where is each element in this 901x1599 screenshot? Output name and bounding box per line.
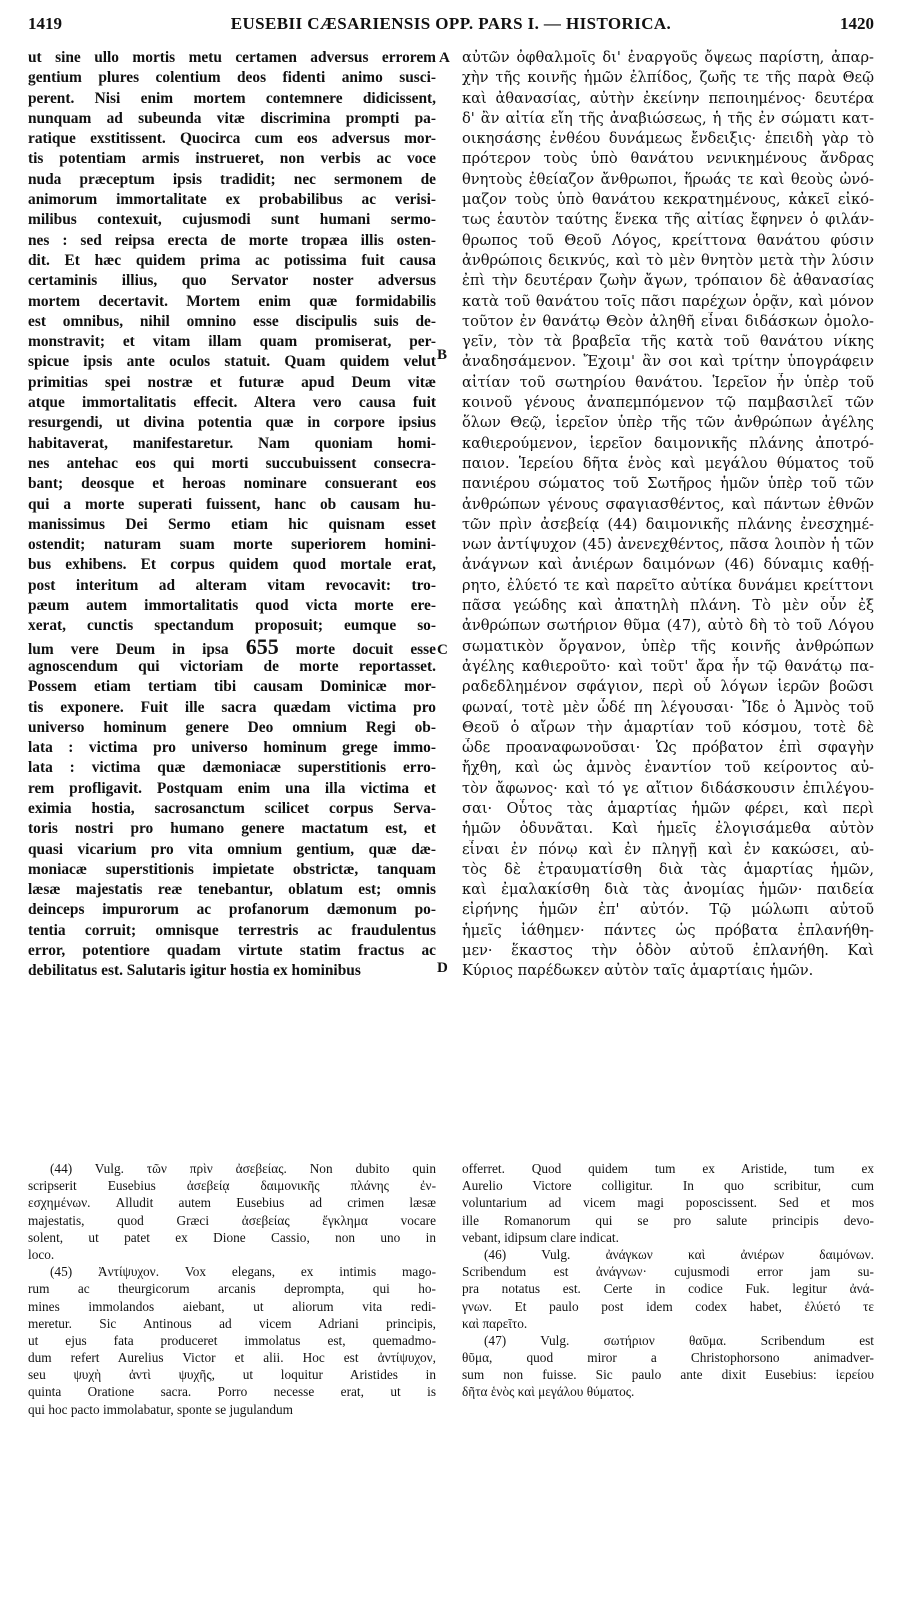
latin-text-line: qui a morte superati fuissent, hanc ob causam hu- — [28, 495, 436, 513]
column-number: 655 — [245, 636, 279, 657]
greek-text-line: αἰτίαν τοῦ σωτηρίου θανάτου. Ἱερεῖον ἦν ὑπὲρ τοῦ — [462, 373, 874, 391]
page-number-left: 1419 — [28, 14, 62, 33]
footnote-line: quinta Oratione sacra. Porro necesse erat, ut is — [28, 1384, 436, 1400]
footnote-line: pra notatus est. Certe in codice Fuk. legitur ἀνά- — [462, 1281, 874, 1297]
latin-text-line: primitias spei nostræ et futuræ apud Deum vitæ — [28, 373, 436, 391]
greek-text-line: τως ἑαυτὸν ταύτης ἕνεκα τῆς αἰτίας ἔφηνεν ὁ φιλάν- — [462, 211, 874, 229]
latin-text-line: xerat, cunctis spectandum proposuit; eumque so- — [28, 617, 436, 635]
footnote-line: mines immolandos aiebant, ut aliorum vita redi- — [28, 1298, 436, 1314]
latin-text-line: nuda præceptum ipsis tradidit; nec sermonem de — [28, 170, 436, 188]
latin-text-line: deinceps impurorum ac profanorum dæmonum po- — [28, 901, 436, 919]
footnote-line: Scribendum est ἀνάγνων· cujusmodi error jam su- — [462, 1264, 874, 1280]
latin-text-line: moniacæ superstitionis impietate obstrictæ, tanquam — [28, 860, 436, 878]
footnote-line: ut ejus fata produceret immolatus est, quemadmo- — [28, 1332, 436, 1348]
latin-text-line: universo hominum genere Deo omnium Regi ob- — [28, 718, 436, 736]
latin-text-line: tis exponere. Fuit ille sacra quædam victima pro — [28, 698, 436, 716]
footnote-line: offerret. Quod quidem tum ex Aristide, tum ex — [462, 1161, 874, 1176]
margin-marker-c: C — [437, 642, 448, 658]
footnote-line: dum refert Aurelius Victor et alii. Hoc est ἀντίψυχον, — [28, 1350, 436, 1366]
greek-text-line: τοῦτον ἐν θανάτῳ Θεὸν ἀληθῆ εἶναι διδάσκων ὁμολο- — [462, 312, 874, 330]
footnote-line: voluntarium ad vicem magi poposcissent. Sed et mos — [462, 1195, 874, 1211]
latin-text-line: nes antehac eos qui morti succubuissent consecra- — [28, 454, 436, 472]
latin-text-line: manissimus Dei Sermo etiam hic quisnam esset — [28, 515, 436, 533]
latin-text-line: lata : victima pro universo hominum grege immo- — [28, 739, 436, 757]
greek-text-line: δ' ἂν αἰτία εἴη τῆς ἀναβιώσεως, ἡ τῆς ἐν σώματι κατ- — [462, 109, 874, 127]
greek-text-line: ἡμεῖς ἰάθημεν· πάντες ὡς πρόβατα ἐπλανήθη- — [462, 921, 874, 939]
greek-text-line: ἀναδησάμενον. Ἔχοιμ' ἂν σοι καὶ τρίτην ὑπογράφειν — [462, 353, 874, 371]
latin-text-line: milibus contexuit, cujusmodi sunt humani sermo- — [28, 211, 436, 229]
latin-text-line: Possem etiam tertiam tibi causam Dominicæ mor- — [28, 678, 436, 696]
latin-text-line: ut sine ullo mortis metu certamen adversus errorem — [28, 49, 436, 66]
latin-text-line: toris nostri pro humano genere mactatum est, et — [28, 820, 436, 838]
footnote-line: ille Romanorum qui se pro salute principis devo- — [462, 1212, 874, 1228]
footnote-line: γνων. Et paulo post idem codex habet, ἐλύετό τε — [462, 1298, 874, 1314]
greek-text-line: τῶν πρὶν ἀσεβείᾳ (44) δαιμονικῆς πλάνης ἐνεσχημέ- — [462, 515, 874, 533]
footnote-line: scripserit Eusebius ἀσεβείᾳ δαιμονικῆς πλάνης ἐν- — [28, 1178, 436, 1194]
latin-text-line: tis potentiam armis instrueret, non verbis ac voce — [28, 150, 436, 168]
greek-text-line: ἀνθρώποις δεικνύς, καὶ τὸ μὲν θνητὸν μετὰ τὴν λύσιν — [462, 251, 874, 269]
greek-text-line: πᾶσα γεώδης καὶ ἀπατηλὴ πλάνη. Τὸ μὲν οὖν ἐξ — [462, 597, 874, 615]
footnote-line: δῆτα ἑνὸς καὶ μεγάλου θύματος. — [462, 1384, 635, 1400]
footnote-line: εσχημένων. Alludit autem Eusebius ad crimen læsæ — [28, 1195, 436, 1211]
running-title: EUSEBII CÆSARIENSIS OPP. PARS I. — HISTORICA. — [230, 14, 672, 33]
greek-text-line: πανιέρου σώματος τοῦ Σωτῆρος ἡμῶν ὑπὲρ τοῦ τῶν — [462, 475, 874, 493]
greek-text-line: κατὰ τοῦ θανάτου τοῖς πᾶσι παρέχων ὁρᾷν, καὶ μόνον — [462, 292, 874, 310]
text-fragment: morte docuit esse — [278, 640, 436, 657]
greek-text-line: οικησάσης ἐνθέου δυνάμεως ἔνδειξις· ἐπειδὴ γὰρ τὸ — [462, 130, 874, 148]
greek-text-line: ραδεδλημένον σφάγιον, περὶ οὗ λόγων ἱερῶν βοῶσι — [462, 678, 874, 696]
footnote-line: solent, ut patet ex Dione Cassio, non uno in — [28, 1229, 436, 1245]
footnote-line: (47) Vulg. σωτήριον θαῦμα. Scribendum est — [484, 1332, 874, 1348]
latin-text-line: dit. Et hæc quidem prima ac potissima fuit causa — [28, 251, 436, 269]
latin-text-line: ratique exstitissent. Quocirca cum eos adversus mor- — [28, 130, 436, 148]
footnotes-right — [462, 1160, 874, 1401]
latin-text-line: gentium plures colentium deos fidenti animo susci- — [28, 69, 436, 87]
latin-text-line: post interitum ad alteram vitam revocavit: tro- — [28, 576, 436, 594]
latin-text-line: quasi vicarium pro vita omnium gentium, quæ dæ- — [28, 840, 436, 858]
latin-text-line: est omnibus, nihil omnino esse discipulis suis de- — [28, 312, 436, 330]
footnote-line: θῦμα, quod miror a Christophorsono animadver- — [462, 1350, 874, 1366]
footnote-line: majestatis, quod Græci ἀσεβείας ἔγκλημα vocare — [28, 1212, 436, 1228]
latin-column — [28, 48, 436, 982]
latin-text-line — [28, 637, 436, 657]
greek-text-line: θρωπος τοῦ Θεοῦ Λόγος, κρείττονα θανάτου φύσιν — [462, 231, 874, 249]
greek-text-line: ρητο, ἐλύετό τε καὶ παρεῖτο αὐτίκα δυνάμει κρείττονι — [462, 576, 874, 594]
greek-text-line: σωματικὸν ὄργανον, ὑπὲρ τῆς κοινῆς ἀνθρώπων — [462, 637, 874, 655]
greek-text-line: εἶναι ἐν πόνῳ καὶ ἐν πληγῇ καὶ ἐν κακώσει, αὐ- — [462, 840, 874, 858]
greek-text-line: καὶ ἐμαλακίσθη διὰ τὰς ἀνομίας ἡμῶν· παιδεία — [462, 881, 874, 899]
greek-text-line: πρότερον τοὺς ὑπὸ θανάτου νενικημένους ἄνδρας — [462, 150, 874, 168]
margin-marker-a: A — [439, 50, 450, 66]
margin-marker-b: B — [437, 347, 448, 363]
latin-text-line: agnoscendum qui victoriam de morte reportasset. — [28, 657, 436, 675]
latin-text-line: eximia hostia, sacrosanctum scilicet corpus Serva- — [28, 799, 436, 817]
latin-text-line: læsæ majestatis reæ tenebantur, oblatum est; omnis — [28, 881, 436, 899]
margin-marker-d: D — [437, 960, 448, 976]
latin-text-line: spicue ipsis ante oculos statuit. Quam quidem velut — [28, 353, 436, 371]
latin-text-line: habitaverat, manifestaretur. Nam quoniam homi- — [28, 434, 436, 452]
footnote-line: (44) Vulg. τῶν πρὶν ἀσεβείας. Non dubito quin — [50, 1161, 436, 1176]
footnote-line: qui hoc pacto immolabatur, sponte se jugulandum — [28, 1401, 293, 1417]
latin-text-line: tentia corruit; omnisque terrestris ac fraudulentus — [28, 921, 436, 939]
latin-text-line: lata : victima quæ dæmoniacæ superstitionis erro- — [28, 759, 436, 777]
greek-text-line: μεν· ἕκαστος τὴν ὁδὸν αὐτοῦ ἐπλανήθη. Καὶ — [462, 942, 874, 960]
greek-text-line: Κύριος παρέδωκεν αὐτὸν ταῖς ἁμαρτίαις ἡμῶν. — [462, 962, 814, 980]
running-header — [28, 14, 874, 40]
greek-text-line: ἤχθη, καὶ ὡς ἀμνὸς ἐναντίον τοῦ κείροντος αὐ- — [462, 759, 874, 777]
latin-text-line: bant; deosque et heroas nominare consuerant eos — [28, 475, 436, 493]
latin-text-line: perent. Nisi enim mortem contemnere didicissent, — [28, 89, 436, 107]
greek-text-line: Θεοῦ ὁ αἴρων τὴν ἁμαρτίαν τοῦ κόσμου, τοτὲ δὲ — [462, 718, 874, 736]
greek-text-line: σαι· Οὗτος τὰς ἁμαρτίας ἡμῶν φέρει, καὶ περὶ — [462, 799, 874, 817]
latin-text-line: bus exhibens. Et corpus quidem quod mortale erat, — [28, 556, 436, 574]
greek-text-line: ἐπὶ τὴν δευτέραν ζωὴν ἄγων, τρόπαιον δὲ ἀθανασίας — [462, 272, 874, 290]
greek-text-line: καθιερούμενον, ἱερεῖον δαιμονικῆς πλάνης ἀποτρό- — [462, 434, 874, 452]
footnotes-left — [28, 1160, 436, 1418]
greek-text-line: ἀγέλης καθιεροῦτο· καὶ τοῦτ' ἄρα ἦν τῷ θανάτῳ πα- — [462, 657, 874, 675]
footnote-line: loco. — [28, 1246, 55, 1262]
footnote-line: (45) Ἀντίψυχον. Vox elegans, ex intimis mago- — [50, 1264, 436, 1280]
greek-text-line: ἀνθρώπων σωτήριον θῦμα (47), αὐτὸ δὴ τὸ τοῦ Λόγου — [462, 617, 874, 635]
greek-text-line: ὅλων Θεῷ, ἱερεῖον ὑπὲρ τῆς τῶν ἀνθρώπων ἀγέλης — [462, 414, 874, 432]
greek-text-line: ὧδε προαναφωνοῦσαι· Ὡς πρόβατον ἐπὶ σφαγὴν — [462, 739, 874, 757]
greek-text-line: ἀνάγνων καὶ ἀνιέρων δαιμόνων (46) δύναμις καθῄ- — [462, 556, 874, 574]
greek-text-line: τὸν ἄφωνος· καὶ τό γε αἴτιον διδάσκουσιν ἐπιλέγου- — [462, 779, 874, 797]
greek-text-line: φωναί, τοτὲ μὲν ὧδέ πη λέγουσαι· Ἴδε ὁ Ἀμνὸς τοῦ — [462, 698, 874, 716]
greek-text-line: μαζον τοὺς ὑπὸ θανάτου κεκρατημένους, κἀκεῖ εἰκό- — [462, 191, 874, 209]
greek-text-line: εἰρήνης ἡμῶν ἐπ' αὐτόν. Τῷ μώλωπι αὐτοῦ — [462, 901, 874, 919]
latin-text-line: nunquam ad subeunda vitæ discrimina prompti pa- — [28, 109, 436, 127]
greek-column — [462, 48, 874, 982]
footnote-line: Aurelio Victore colligitur. In quo scribitur, cum — [462, 1178, 874, 1194]
page-number-right: 1420 — [840, 14, 874, 33]
greek-text-line: χὴν τῆς κοινῆς ἡμῶν ἐλπίδος, ζωῆς τε τῆς παρὰ Θεῷ — [462, 69, 874, 87]
footnote-line: vebant, idipsum clare indicat. — [462, 1229, 619, 1245]
footnote-line: rum ac theurgicorum arcanis deprompta, qui ho- — [28, 1281, 436, 1297]
greek-text-line: καὶ ἀθανασίας, αὐτὴν ἐκείνην πεποιημένος· δευτέρα — [462, 89, 874, 107]
greek-text-line: ἀνθρώπων γένους σφαγιασθέντος, καὶ πάντων ἐθνῶν — [462, 495, 874, 513]
latin-text-line: debilitatus est. Salutaris igitur hostia ex hominibus — [28, 962, 361, 980]
latin-text-line: rem profligavit. Postquam enim una illa victima et — [28, 779, 436, 797]
latin-text-line: mortem decertavit. Mortem enim quæ formidabilis — [28, 292, 436, 310]
latin-text-line: atque immortalitatis effecit. Altera vero causa fuit — [28, 394, 436, 412]
footnote-line: meretur. Sic Antinous ad vicem Adriani principis, — [28, 1315, 436, 1331]
latin-text-line: pæum autem immortalitatis quod victa morte ere- — [28, 597, 436, 615]
latin-text-line: animorum immortalitate ex probabilibus ac verisi- — [28, 191, 436, 209]
latin-text-line: nes : sed reipsa erecta de morte tropæa illis osten- — [28, 231, 436, 249]
greek-text-line: νων ἀντίψυχον (45) ἀνενεχθέντος, πᾶσα λοιπὸν ἡ τῶν — [462, 536, 874, 554]
latin-text-line: certaminis illius, quo Servator noster adversus — [28, 272, 436, 290]
latin-text-line: error, potentiore quadam virtute statim fractus ac — [28, 942, 436, 960]
greek-text-line: θνητοὺς ἐθείαζον ἄνθρωποι, ἥρωάς τε καὶ θεοὺς ὠνό- — [462, 170, 874, 188]
footnote-line: καὶ παρεῖτο. — [462, 1315, 528, 1331]
greek-text-line: γεῖν, τὸν τὰ βραβεῖα τῆς κατὰ τοῦ θανάτου νίκης — [462, 333, 874, 351]
latin-text-line: resurgendi, ut divina potentia quæ in corpore ipsius — [28, 414, 436, 432]
footnote-line: (46) Vulg. ἀνάγκων καὶ ἀνιέρων δαιμόνων. — [484, 1246, 874, 1262]
footnote-line: seu ψυχὴ ἀντὶ ψυχῆς, ut loquitur Aristides in — [28, 1367, 436, 1383]
footnote-line: sum non fuisse. Sic paulo ante dixit Eusebius: ἱερείου — [462, 1367, 874, 1383]
greek-text-line: τὸς δὲ ἐτραυματίσθη διὰ τὰς ἁμαρτίας ἡμῶν, — [462, 860, 874, 878]
latin-text-line: monstravit; et vitam illam quam promiserat, per- — [28, 333, 436, 351]
greek-text-line: παιον. Ἱερείου δῆτα ἑνὸς καὶ μεγάλου θύματος τοῦ — [462, 454, 874, 472]
greek-text-line: κοινοῦ γένους ἀναπεμπόμενον τῷ παμβασιλεῖ τῶν — [462, 394, 874, 412]
text-fragment: lum vere Deum in ipsa — [28, 640, 246, 657]
greek-text-line: ἡμῶν ὀδυνᾶται. Καὶ ἡμεῖς ἐλογισάμεθα αὐτὸν — [462, 820, 874, 838]
latin-text-line: ostendit; naturam suam morte superiorem homini- — [28, 536, 436, 554]
greek-text-line: αὐτῶν ὀφθαλμοῖς δι' ἐναργοῦς ὄψεως παρίστη, ἀπαρ- — [462, 49, 874, 66]
